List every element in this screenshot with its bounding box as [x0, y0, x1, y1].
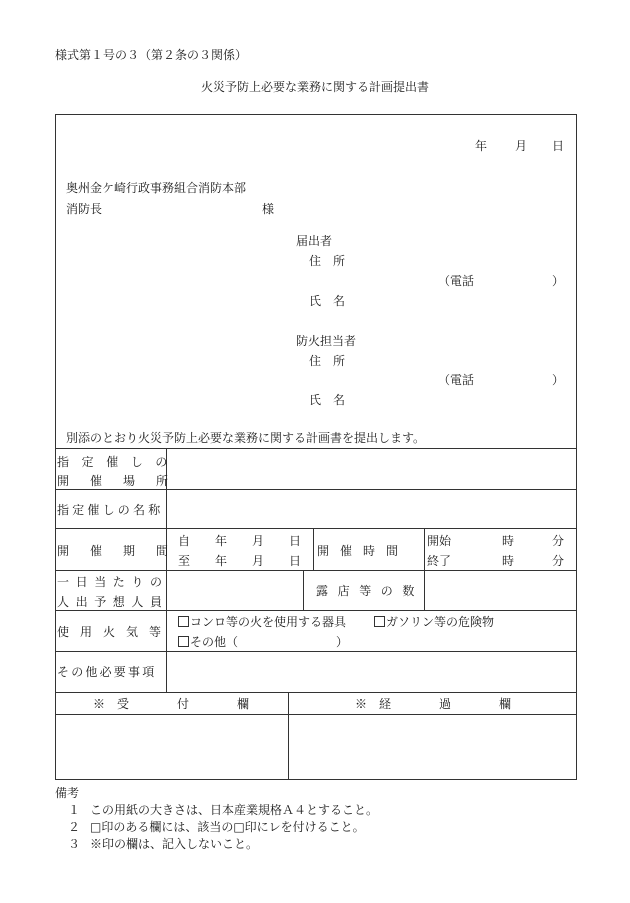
note-1-number: １	[68, 803, 81, 817]
notifier-name-label: 氏 名	[309, 294, 346, 308]
fire-use-label: 使用火気等	[57, 625, 173, 639]
notifier-phone-open: （電話	[438, 274, 475, 288]
date-year-label: 年	[475, 139, 488, 153]
hours-label: 開催時間	[317, 544, 410, 558]
hours-start-label: 開始	[427, 534, 452, 548]
row-divider	[55, 528, 577, 529]
period-to-day: 日	[289, 554, 302, 568]
option-gasoline-label: ガソリン等の危険物	[386, 615, 495, 629]
column-divider	[303, 570, 304, 610]
fire-manager-phone-open: （電話	[438, 373, 475, 387]
row-divider	[55, 570, 577, 571]
row-divider	[55, 651, 577, 652]
option-other-label: その他（	[190, 635, 239, 649]
row-divider	[55, 714, 577, 715]
addressee-chief: 消防長	[66, 202, 103, 216]
hours-start-minute-unit: 分	[552, 534, 565, 548]
hours-end-label: 終了	[427, 554, 452, 568]
fire-manager-phone-close: ）	[552, 373, 565, 387]
period-from-label: 自	[178, 534, 191, 548]
fire-manager-name-label: 氏 名	[309, 393, 346, 407]
hours-end-minute-unit: 分	[552, 554, 565, 568]
option-stove-label: コンロ等の火を使用する器具	[190, 615, 347, 629]
row-divider	[55, 610, 577, 611]
progress-column-header: ※ 経 過 欄	[355, 697, 512, 711]
option-stove[interactable]	[178, 616, 346, 628]
period-to-year: 年	[215, 554, 228, 568]
column-divider	[313, 528, 314, 570]
other-matters-label: その他必要事項	[57, 665, 157, 679]
submission-statement: 別添のとおり火災予防上必要な業務に関する計画書を提出します。	[66, 431, 426, 445]
date-month-label: 月	[515, 139, 528, 153]
fire-manager-address-label: 住 所	[309, 354, 346, 368]
fire-manager-heading: 防火担当者	[296, 334, 357, 348]
note-2-text: □印のある欄には、該当の□印にレを付けること。	[90, 820, 365, 834]
form-number: 様式第１号の３（第２条の３関係）	[55, 48, 248, 62]
period-from-month: 月	[252, 534, 265, 548]
addressee-org: 奥州金ケ崎行政事務組合消防本部	[66, 181, 247, 195]
note-2-number: ２	[68, 820, 81, 834]
row-divider	[55, 692, 577, 693]
notifier-heading: 届出者	[296, 234, 333, 248]
reception-column-header: ※ 受 付 欄	[93, 697, 250, 711]
notes-heading: 備考	[55, 786, 80, 800]
row-divider	[55, 489, 577, 490]
venue-label-line1: 指定催しの	[57, 455, 181, 469]
column-divider	[424, 570, 425, 610]
period-from-day: 日	[289, 534, 302, 548]
period-to-label: 至	[178, 554, 191, 568]
checkbox-icon[interactable]	[374, 616, 385, 627]
date-day-label: 日	[552, 139, 565, 153]
attendance-label-line2: 人出予想人員	[57, 595, 169, 609]
period-label: 開催期間	[57, 544, 190, 558]
notifier-phone-close: ）	[552, 274, 565, 288]
addressee-honorific: 様	[262, 202, 275, 216]
form-title: 火災予防上必要な業務に関する計画提出書	[201, 80, 430, 94]
option-other-close: ）	[336, 635, 349, 649]
event-name-label: 指定催しの名称	[57, 503, 164, 517]
stalls-label: 露店等の数	[316, 584, 425, 598]
option-gasoline[interactable]	[374, 616, 494, 628]
notifier-address-label: 住 所	[309, 254, 346, 268]
note-3-text: ※印の欄は、記入しないこと。	[90, 837, 259, 851]
column-divider	[424, 528, 425, 570]
table-top-line	[55, 448, 577, 449]
checkbox-icon[interactable]	[178, 636, 189, 647]
attendance-label-line1: 一日当たりの	[57, 575, 169, 589]
venue-label-line2: 開催場所	[57, 474, 190, 488]
hours-end-hour-unit: 時	[502, 554, 515, 568]
form-frame	[55, 114, 577, 780]
note-1-text: この用紙の大きさは、日本産業規格Ａ４とすること。	[90, 803, 379, 817]
option-other[interactable]	[178, 636, 238, 648]
period-from-year: 年	[215, 534, 228, 548]
period-to-month: 月	[252, 554, 265, 568]
bottom-column-divider	[288, 692, 289, 780]
note-3-number: ３	[68, 837, 81, 851]
checkbox-icon[interactable]	[178, 616, 189, 627]
hours-start-hour-unit: 時	[502, 534, 515, 548]
